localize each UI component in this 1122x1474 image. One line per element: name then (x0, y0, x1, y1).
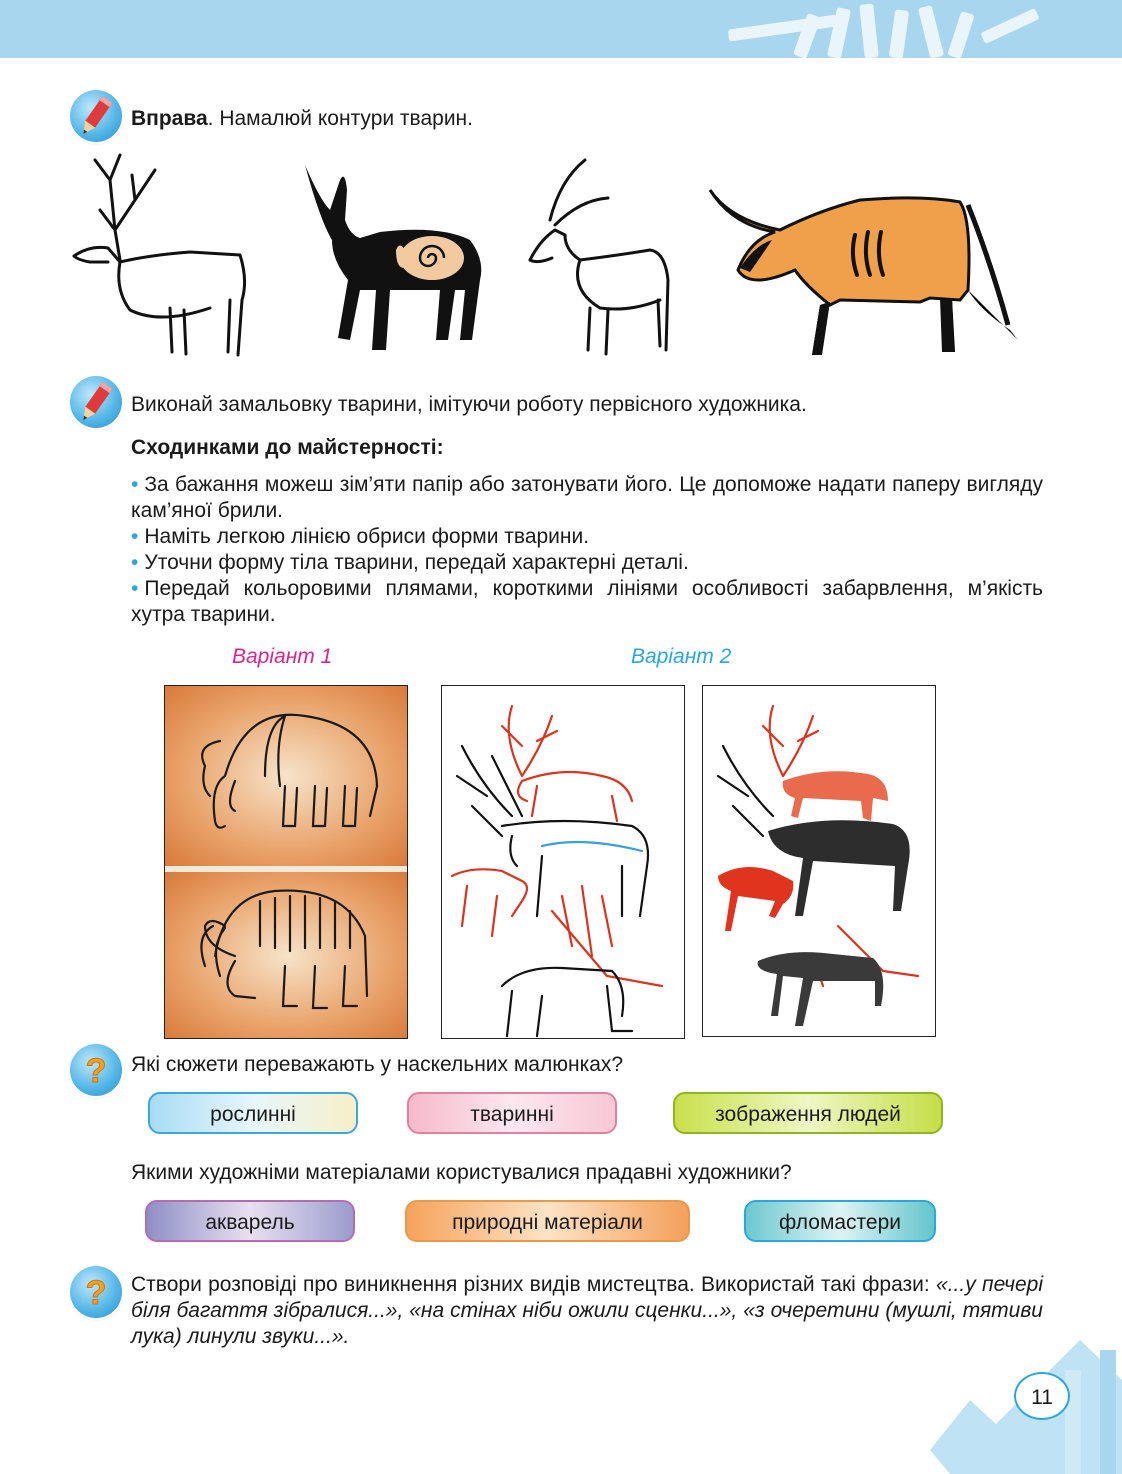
question-icon (70, 1044, 122, 1096)
answer-option-plants[interactable]: рослинні (148, 1092, 358, 1134)
answer-option-animals[interactable]: тваринні (407, 1092, 617, 1134)
variant-2-image-b (702, 685, 936, 1037)
svg-text:?: ? (85, 1052, 107, 1090)
exercise-title-rest: . Намалюй контури тварин. (207, 107, 473, 130)
page-number: 11 (1014, 1372, 1070, 1420)
answer-option-people[interactable]: зображення людей (673, 1092, 943, 1134)
task-phrases: «...у печері біля багаття зібралися...», «на стінах ніби ожили сценки...», «з очеретини (мушлі, тятиви лука) линули звуки...». (131, 1273, 1043, 1348)
answer-option-watercolor[interactable]: акварель (145, 1200, 355, 1242)
pencil-icon (70, 90, 122, 142)
deer-outline (74, 155, 245, 355)
variant-2-image-a (441, 685, 685, 1039)
variant-1-image (164, 685, 408, 1039)
variant-1-label: Варіант 1 (232, 645, 333, 668)
task-text: Створи розповіді про виникнення різних видів мистецтва. Використай такі фрази: (131, 1273, 930, 1296)
step-item-4: • Передай кольоровими плямами, короткими лініями особливості забарвлення, м’якість хутра тварини. (131, 576, 1043, 628)
antelope-outline (530, 160, 668, 354)
black-doe (305, 165, 481, 350)
question-2-text: Якими художніми матеріалами користувалися прадавні художники? (131, 1161, 792, 1184)
task-block (131, 1272, 1043, 1350)
pencil-icon (70, 376, 122, 428)
question-icon (70, 1266, 122, 1318)
top-band (0, 0, 1122, 58)
orange-bull (710, 190, 1022, 355)
svg-text:?: ? (85, 1274, 107, 1312)
exercise-title (131, 106, 473, 132)
answer-option-natural-materials[interactable]: природні матеріали (405, 1200, 690, 1242)
animal-outlines (60, 140, 1060, 370)
question-1-text: Які сюжети переважають у наскельних малюнках? (131, 1053, 624, 1076)
step-item-1: • За бажання можеш зім’яти папір або затонувати його. Це допоможе надати паперу вигляду кам’яної брили. (131, 472, 1043, 524)
steps-list (131, 472, 1043, 628)
imitate-instruction: Виконай замальовку тварини, імітуючи роботу первісного художника. (131, 393, 807, 416)
exercise-title-bold: Вправа (131, 107, 208, 130)
pencils-decoration (0, 0, 1122, 58)
step-item-3: • Уточни форму тіла тварини, передай характерні деталі. (131, 550, 1043, 576)
answer-option-markers[interactable]: фломастери (744, 1200, 936, 1242)
variant-2-label: Варіант 2 (631, 645, 732, 668)
steps-heading: Сходинками до майстерності: (131, 436, 444, 459)
step-item-2: • Наміть легкою лінією обриси форми тварини. (131, 524, 1043, 550)
